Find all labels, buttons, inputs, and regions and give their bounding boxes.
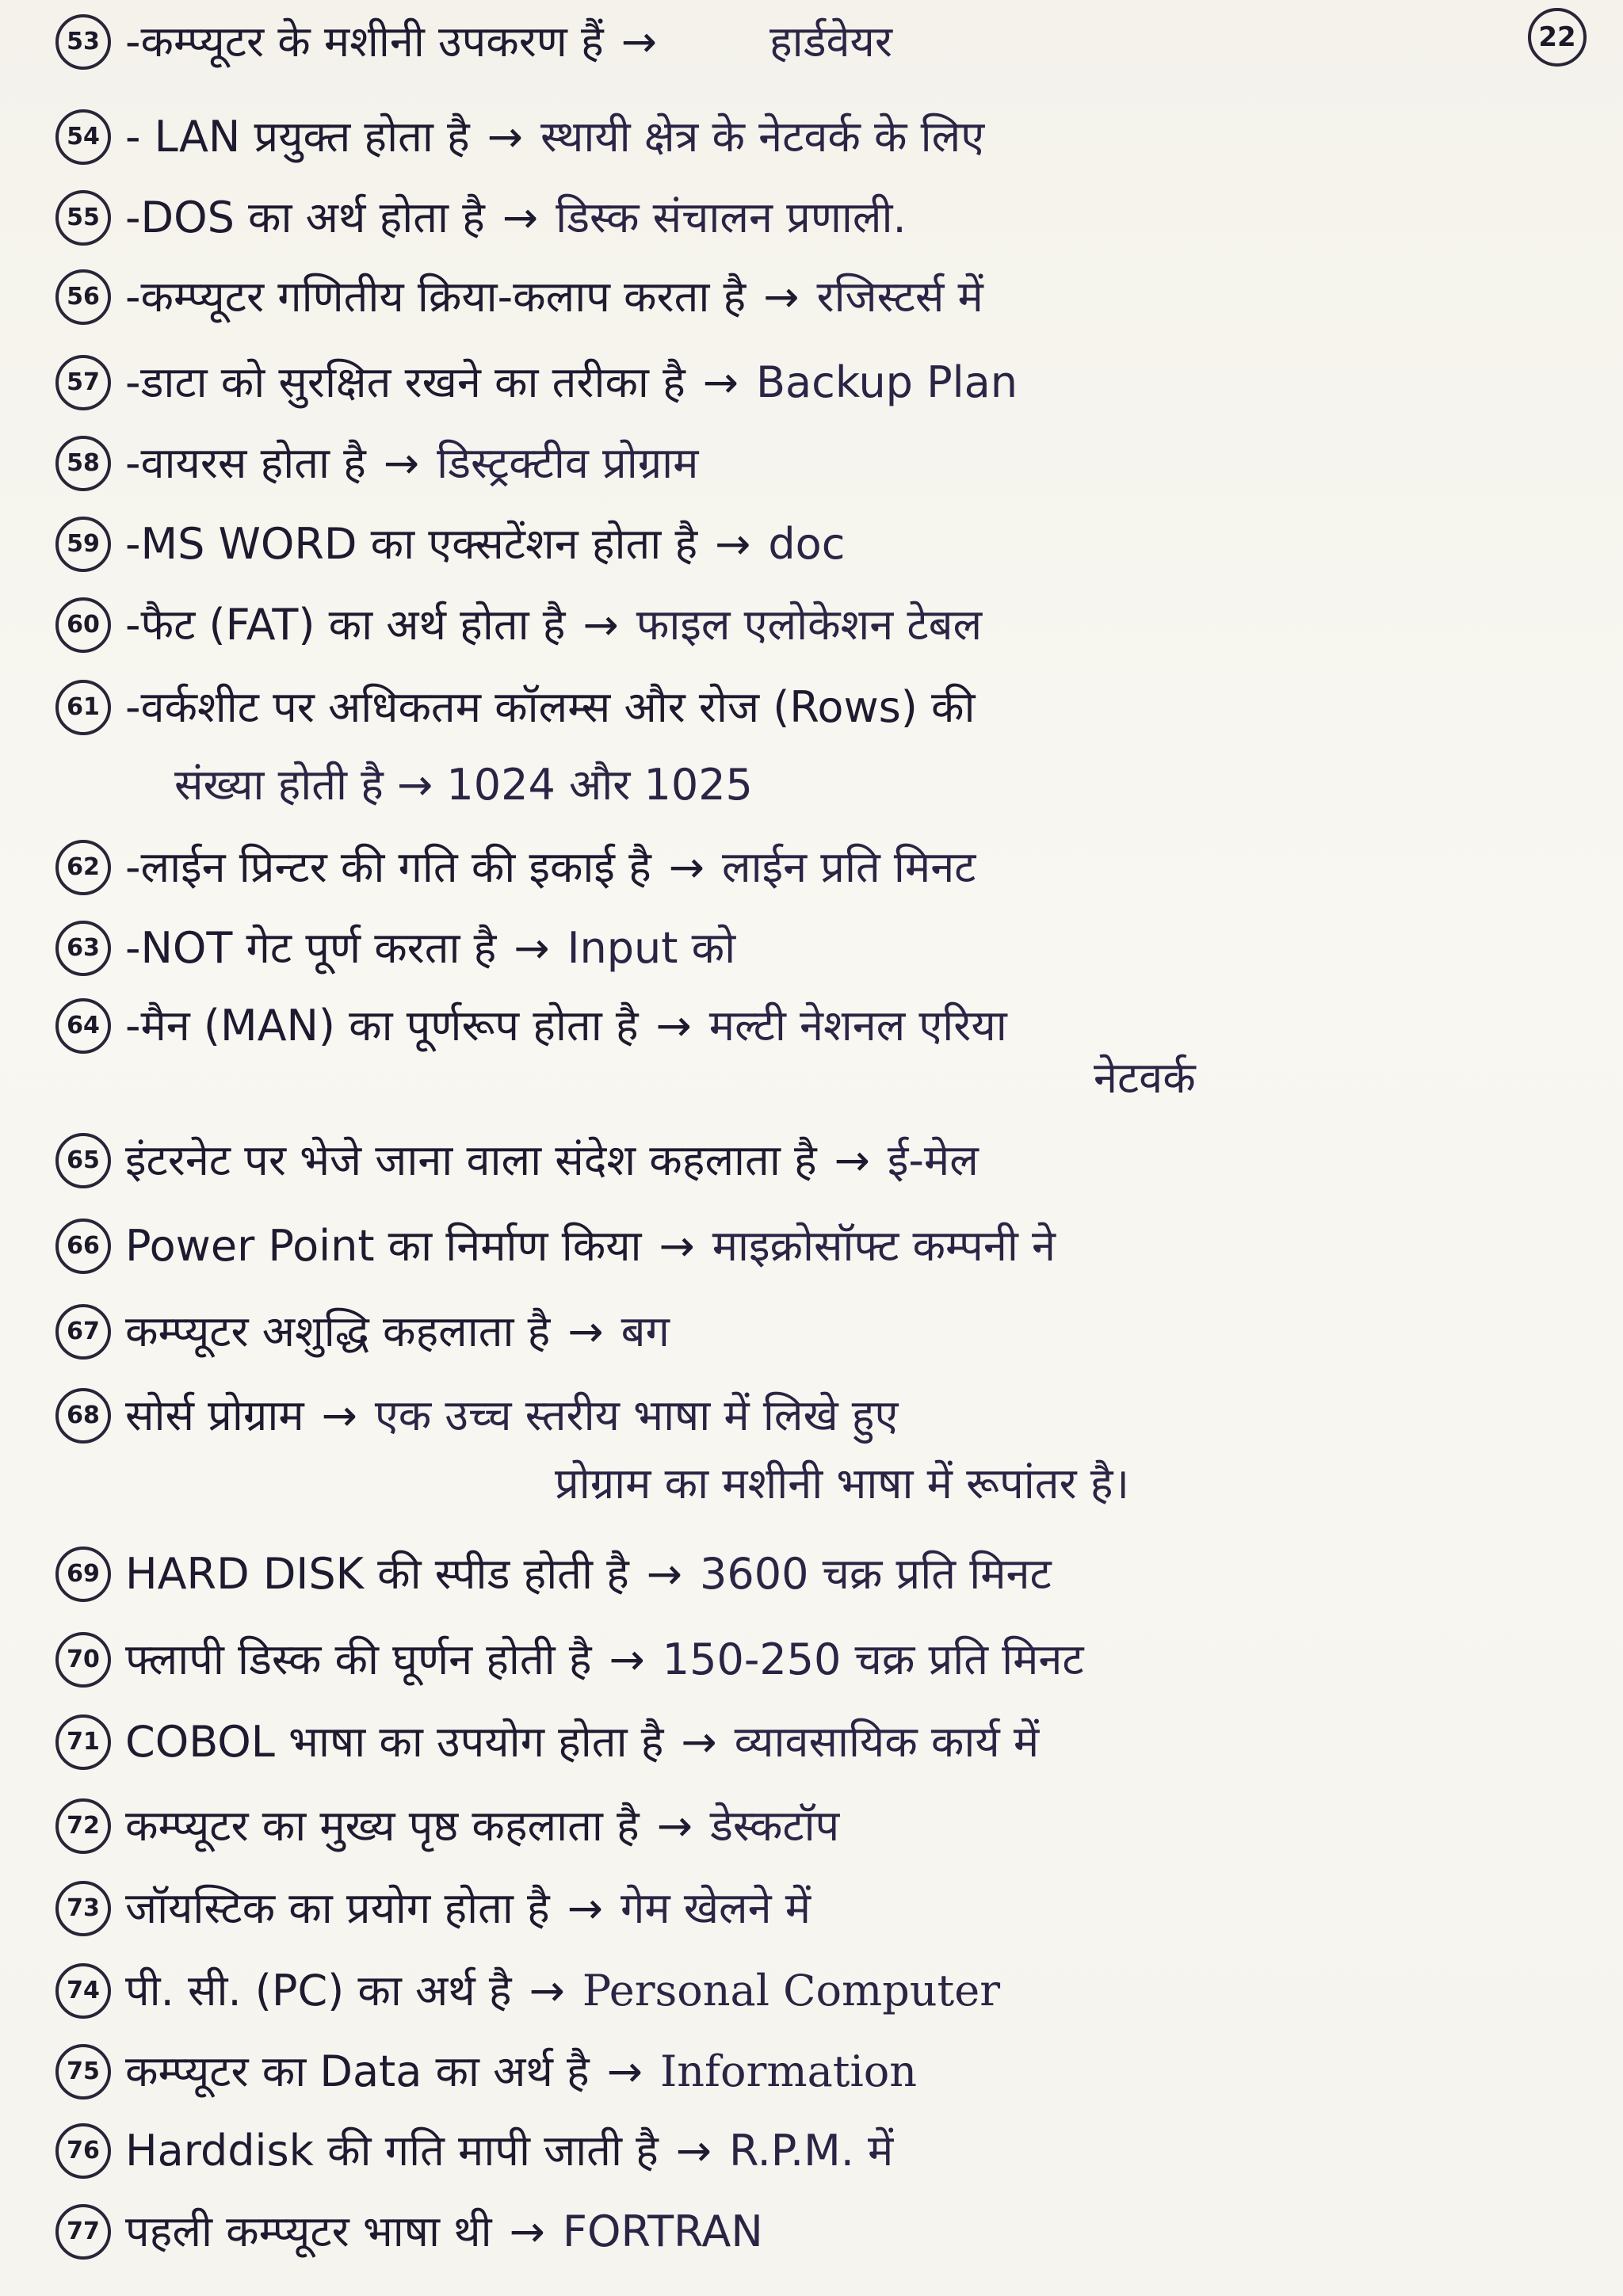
arrow-icon: → (321, 1390, 357, 1440)
list-item (55, 517, 1575, 572)
list-item (55, 1547, 1575, 1602)
item-number: 71 (55, 1714, 111, 1770)
item-number: 57 (55, 355, 111, 410)
answer-text: डिस्ट्रक्टीव प्रोग्राम (437, 437, 699, 488)
answer-text: 150-250 चक्र प्रति मिनट (662, 1634, 1084, 1684)
arrow-icon: → (606, 2046, 643, 2096)
question-text: -DOS का अर्थ होता है (125, 192, 485, 242)
list-item (55, 355, 1575, 410)
item-number: 66 (55, 1219, 111, 1274)
arrow-icon: → (668, 841, 705, 892)
arrow-icon: → (502, 192, 539, 242)
answer-text: 3600 चक्र प्रति मिनट (700, 1548, 1052, 1599)
arrow-icon: → (509, 2206, 545, 2256)
list-item (55, 1963, 1575, 2019)
arrow-icon: → (656, 1800, 693, 1851)
arrow-icon: → (834, 1135, 870, 1185)
item-number: 55 (55, 190, 111, 246)
list-item (55, 1219, 1575, 1274)
question-text: Harddisk की गति मापी जाती है (125, 2125, 659, 2176)
item-number: 69 (55, 1547, 111, 1602)
item-number: 62 (55, 840, 111, 895)
question-text: -मैन (MAN) का पूर्णरूप होता है (125, 1000, 639, 1051)
question-text: फ्लापी डिस्क की घूर्णन होती है (125, 1634, 592, 1684)
item-number: 75 (55, 2044, 111, 2100)
question-text: पी. सी. (PC) का अर्थ है (125, 1965, 512, 2016)
question-text: सोर्स प्रोग्राम (125, 1390, 304, 1440)
answer-text: Backup Plan (756, 357, 1018, 407)
answer-text: Information (659, 2046, 918, 2096)
continuation-text: प्रोग्राम का मशीनी भाषा में रूपांतर है। (555, 1459, 1129, 1508)
question-text: HARD DISK की स्पीड होती है (125, 1548, 629, 1599)
question-text: इंटरनेट पर भेजे जाना वाला संदेश कहलाता है (125, 1135, 817, 1185)
answer-text: हार्डवेयर (769, 16, 892, 67)
question-text: पहली कम्प्यूटर भाषा थी (125, 2206, 492, 2256)
question-text: -लाईन प्रिन्टर की गति की इकाई है (125, 841, 651, 892)
item-number: 67 (55, 1304, 111, 1360)
list-item (55, 14, 1575, 70)
list-item (55, 2204, 1575, 2260)
answer-text: व्यावसायिक कार्य में (734, 1716, 1040, 1767)
question-text: -वायरस होता है (125, 437, 366, 488)
answer-text: एक उच्च स्तरीय भाषा में लिखे हुए (374, 1390, 899, 1440)
arrow-icon: → (621, 16, 657, 67)
item-number: 65 (55, 1133, 111, 1188)
item-number: 70 (55, 1632, 111, 1688)
question-text: -कम्प्यूटर गणितीय क्रिया-कलाप करता है (125, 271, 747, 322)
arrow-icon: → (702, 357, 739, 407)
answer-text: डिस्क संचालन प्रणाली. (556, 192, 907, 242)
arrow-icon: → (529, 1965, 565, 2016)
arrow-icon: → (681, 1716, 717, 1767)
list-item (55, 269, 1575, 325)
list-item (55, 190, 1575, 246)
item-number: 68 (55, 1388, 111, 1444)
question-text: कम्प्यूटर का Data का अर्थ है (125, 2046, 590, 2096)
answer-text: मल्टी नेशनल एरिया (708, 1000, 1007, 1051)
question-text: COBOL भाषा का उपयोग होता है (125, 1716, 664, 1767)
list-item (55, 109, 1575, 165)
answer-text: Input को (567, 922, 736, 973)
arrow-icon: → (646, 1548, 683, 1599)
item-number: 73 (55, 1881, 111, 1936)
list-item (55, 1632, 1575, 1688)
item-number: 53 (55, 14, 111, 70)
question-text: कम्प्यूटर का मुख्य पृष्ठ कहलाता है (125, 1800, 640, 1851)
item-number: 59 (55, 517, 111, 572)
list-item (55, 1798, 1575, 1854)
question-text: -फैट (FAT) का अर्थ होता है (125, 599, 566, 650)
question-text: -कम्प्यूटर के मशीनी उपकरण हैं (125, 16, 604, 67)
item-number: 54 (55, 109, 111, 165)
arrow-icon: → (567, 1882, 603, 1933)
answer-text: बग (621, 1306, 670, 1356)
question-text: जॉयस्टिक का प्रयोग होता है (125, 1882, 550, 1933)
list-item (55, 680, 1575, 735)
list-item (55, 1304, 1575, 1360)
list-item (55, 998, 1575, 1054)
arrow-icon: → (487, 111, 523, 162)
answer-text: माइक्रोसॉफ्ट कम्पनी ने (712, 1220, 1056, 1271)
arrow-icon: → (675, 2125, 712, 2176)
question-text: - LAN प्रयुक्त होता है (125, 111, 470, 162)
arrow-icon: → (609, 1634, 645, 1684)
answer-text: डेस्कटॉप (709, 1800, 840, 1851)
arrow-icon: → (582, 599, 619, 650)
page-number: 22 (1528, 8, 1587, 67)
list-item (55, 1714, 1575, 1770)
question-text: -वर्कशीट पर अधिकतम कॉलम्स और रोज (Rows) की (125, 681, 976, 732)
question-text: -NOT गेट पूर्ण करता है (125, 922, 497, 973)
list-item (55, 1388, 1575, 1444)
list-item (55, 436, 1575, 491)
list-item (55, 2123, 1575, 2179)
arrow-icon: → (567, 1306, 604, 1356)
question-text: -डाटा को सुरक्षित रखने का तरीका है (125, 357, 685, 407)
arrow-icon: → (514, 922, 550, 973)
answer-text: Personal Computer (582, 1965, 1001, 2016)
item-number: 76 (55, 2123, 111, 2179)
item-number: 64 (55, 998, 111, 1054)
answer-text: लाईन प्रति मिनट (722, 841, 976, 892)
item-number: 77 (55, 2204, 111, 2260)
item-number: 72 (55, 1798, 111, 1854)
item-number: 74 (55, 1963, 111, 2019)
list-item (55, 597, 1575, 653)
question-text: -MS WORD का एक्सटेंशन होता है (125, 518, 698, 569)
answer-text: FORTRAN (562, 2206, 763, 2256)
item-number: 61 (55, 680, 111, 735)
arrow-icon: → (763, 271, 800, 322)
list-item (55, 1133, 1575, 1188)
answer-text: फाइल एलोकेशन टेबल (636, 599, 983, 650)
answer-text: R.P.M. में (729, 2125, 894, 2176)
item-number: 56 (55, 269, 111, 325)
answer-text: doc (768, 518, 846, 569)
list-item (55, 921, 1575, 976)
question-text: कम्प्यूटर अशुद्धि कहलाता है (125, 1306, 551, 1356)
arrow-icon: → (383, 437, 420, 488)
continuation-text: नेटवर्क (1094, 1053, 1196, 1103)
question-text: Power Point का निर्माण किया (125, 1220, 642, 1271)
item-number: 60 (55, 597, 111, 653)
list-item (55, 1881, 1575, 1936)
item-number: 63 (55, 921, 111, 976)
arrow-icon: → (715, 518, 751, 569)
answer-text: स्थायी क्षेत्र के नेटवर्क के लिए (540, 111, 985, 162)
list-item (55, 2044, 1575, 2100)
answer-text: रजिस्टर्स में (816, 271, 983, 322)
answer-text: गेम खेलने में (620, 1882, 812, 1933)
item-number: 58 (55, 436, 111, 491)
answer-text: ई-मेल (887, 1135, 979, 1185)
arrow-icon: → (659, 1220, 695, 1271)
arrow-icon: → (655, 1000, 692, 1051)
continuation-text: संख्या होती है → 1024 और 1025 (174, 760, 753, 810)
list-item (55, 840, 1575, 895)
